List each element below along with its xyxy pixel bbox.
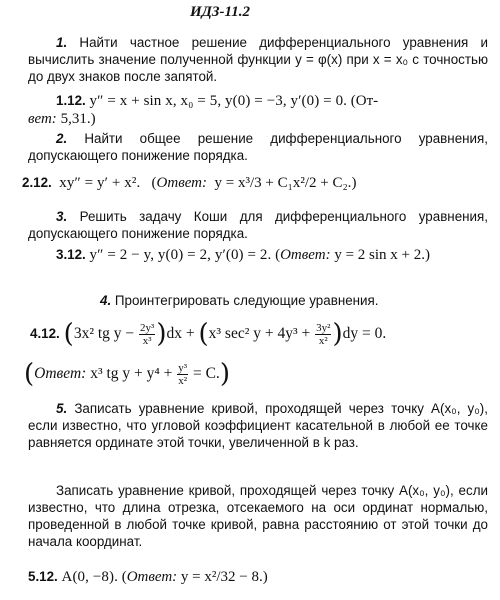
section-5 xyxy=(28,400,488,451)
problem-5-12-statement: A(0, −8). xyxy=(61,569,118,585)
section-4-number: 4. xyxy=(100,293,112,308)
section-3-text: 3. Решить задачу Коши для дифференциального уравнения, допускающего понижение порядка. xyxy=(28,209,488,241)
section-3-number: 3. xyxy=(56,209,68,224)
problem-1-12-answer: вет: 5,31.) xyxy=(28,111,96,127)
problem-5-12 xyxy=(28,568,488,586)
problem-2-12-answer: (Ответ: y = x³/3 + C₁x²/2 + C₂.) xyxy=(151,175,357,191)
section-1-number: 1. xyxy=(56,35,68,50)
section-2-number: 2. xyxy=(56,131,68,146)
problem-4-12 xyxy=(30,319,500,349)
problem-4-12-number: 4.12. xyxy=(30,326,60,342)
section-1 xyxy=(28,34,488,85)
section-4-text: 4. Проинтегрировать следующие уравнения. xyxy=(100,293,379,308)
problem-3-12 xyxy=(28,246,488,264)
section-5-variant xyxy=(28,482,488,550)
section-5-number: 5. xyxy=(56,401,68,416)
problem-1-12-statement: y″ = x + sin x, x₀ = 5, y(0) = −3, y′(0) = 0. xyxy=(89,93,348,109)
section-3 xyxy=(28,208,488,242)
problem-5-12-number: 5.12. xyxy=(28,569,58,584)
section-5-variant-text: Записать уравнение кривой, проходящей через точку A(x₀, y₀), если известно, что длина отрезка, отсекаемого на оси ординат нормалью, проведенной в любой точке кривой, равна расстоянию от этой точки до начала координат. xyxy=(28,483,488,549)
problem-2-12-number: 2.12. xyxy=(22,175,52,190)
section-2-text: 2. Найти общее решение дифференциального уравнения, допускающего понижение порядка. xyxy=(28,131,488,163)
problem-2-12-statement: xy″ = y′ + x². xyxy=(59,175,141,191)
problem-3-12-number: 3.12. xyxy=(56,247,86,262)
section-5-text: 5. Записать уравнение кривой, проходящей через точку A(x₀, y₀), если известно, что угловой коэффициент касательной в любой ее точке равняется ординате этой точки, увеличенной в k раз. xyxy=(28,401,488,450)
problem-4-12-answer: (Ответ: x³ tg y + y⁴ + $\frac{\text{y³}}{\text{x²}}$ = C.) xyxy=(24,359,230,389)
problem-3-12-answer: (Ответ: y = 2 sin x + 2.) xyxy=(275,247,430,263)
section-4 xyxy=(100,292,480,309)
problem-1-12: 1.12. y″ = x + sin x, x₀ = 5, y(0) = −3, y′(0) = 0. (От- вет: 5,31.) xyxy=(28,93,379,127)
problem-3-12-statement: y″ = 2 − y, y(0) = 2, y′(0) = 2. xyxy=(89,247,272,263)
section-2 xyxy=(28,130,488,164)
problem-5-12-answer: (Ответ: y = x²/32 − 8.) xyxy=(121,569,268,585)
section-1-text: 1. Найти частное решение дифференциального уравнения и вычислить значение полученной функции y = φ(x) при x = x₀ с точностью до двух знаков после запятой. xyxy=(28,35,488,84)
problem-4-12-equation: 4.12. (3x² tg y − $\frac{\text{2y³}}{\text{x³}}$ )dx + (x³ sec² y + 4y³ + $\frac{\text{3y²}}{\text{x²}}$ )dy = 0. xyxy=(30,319,387,349)
page-title: ИДЗ-11.2 xyxy=(190,4,250,20)
problem-1-12-number: 1.12. xyxy=(56,93,86,108)
problem-2-12 xyxy=(22,174,492,192)
